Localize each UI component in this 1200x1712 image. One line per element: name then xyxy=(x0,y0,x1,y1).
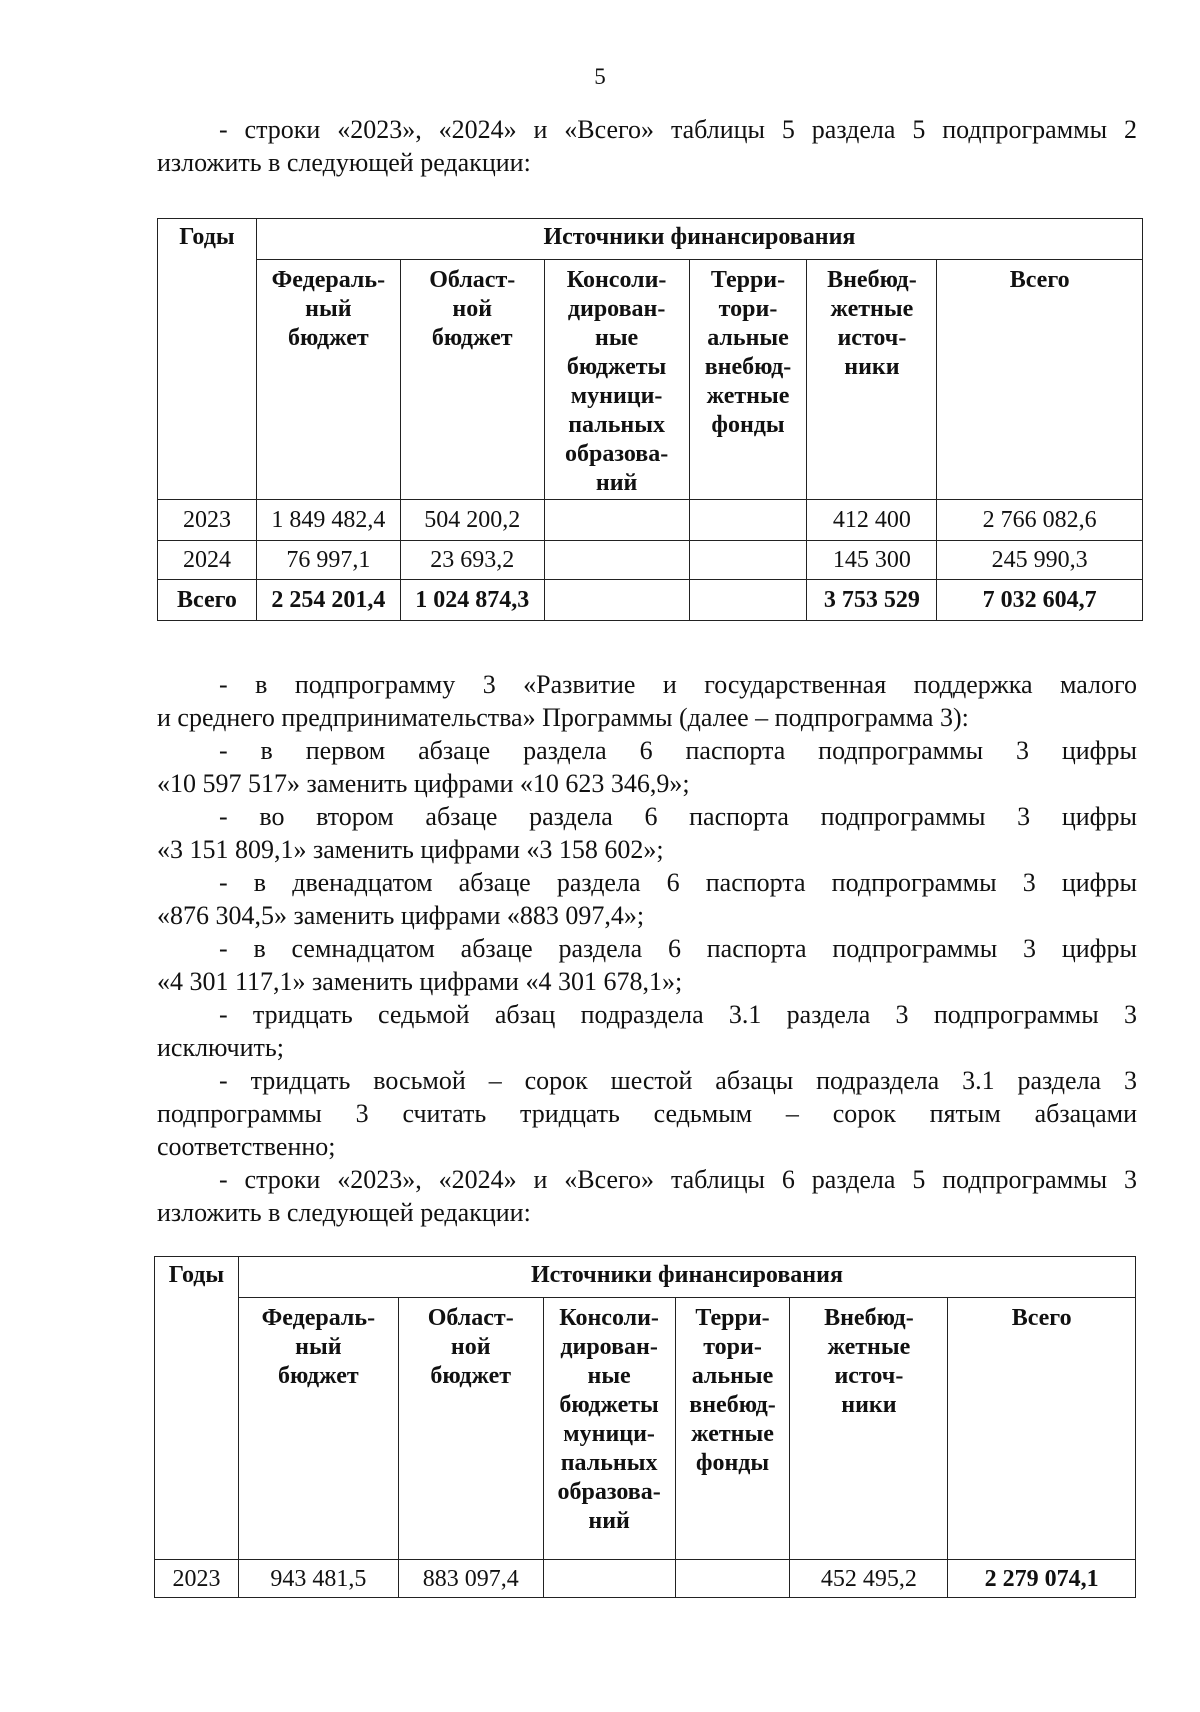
table-row xyxy=(158,580,1143,621)
column-header xyxy=(675,1298,790,1560)
table-row xyxy=(158,541,1143,580)
text-line: - в семнадцатом абзаце раздела 6 паспорта подпрограммы 3 цифры xyxy=(219,934,1137,963)
column-header-line: дирован- xyxy=(560,1334,658,1360)
page-number: 5 xyxy=(594,64,606,89)
cell-year: 2023 xyxy=(158,500,257,541)
column-header-line: бюджеты xyxy=(559,1392,659,1418)
column-header-line: ный xyxy=(305,296,352,322)
cell-regional: 883 097,4 xyxy=(398,1560,543,1598)
column-header-line: ный xyxy=(295,1334,342,1360)
column-header-line: ники xyxy=(844,354,900,380)
column-header-line: источ- xyxy=(837,325,907,351)
funding-table-2 xyxy=(154,1256,1136,1598)
cell-municipal xyxy=(544,541,689,580)
cell-year: Всего xyxy=(158,580,257,621)
text-line: соответственно; xyxy=(157,1132,336,1161)
cell-federal: 76 997,1 xyxy=(256,541,400,580)
column-header-line: альные xyxy=(707,325,789,351)
column-header-line: Терри- xyxy=(695,1305,770,1331)
cell-regional: 1 024 874,3 xyxy=(400,580,544,621)
text-line: - в подпрограмму 3 «Развитие и государственная поддержка малого xyxy=(219,670,1137,699)
column-header-line: муници- xyxy=(570,383,663,409)
column-header-line: Консоли- xyxy=(559,1305,659,1331)
column-header-line: пальных xyxy=(568,412,665,438)
text-line: изложить в следующей редакции: xyxy=(157,1198,531,1227)
column-header-line: Внебюд- xyxy=(824,1305,914,1331)
sources-header: Источники финансирования xyxy=(256,219,1142,260)
intro-paragraph-1 xyxy=(157,113,1137,179)
cell-total: 245 990,3 xyxy=(937,541,1143,580)
cell-total: 7 032 604,7 xyxy=(937,580,1143,621)
column-header-line: Федераль- xyxy=(261,1305,376,1331)
column-header-line: бюджет xyxy=(431,325,513,351)
column-header-line: тори- xyxy=(718,296,778,322)
column-header-line: ной xyxy=(450,1334,491,1360)
cell-regional: 504 200,2 xyxy=(400,500,544,541)
column-header-line: ной xyxy=(452,296,493,322)
column-header-line: образова- xyxy=(564,441,669,467)
column-header-line: Всего xyxy=(1009,267,1070,293)
column-header xyxy=(689,260,807,500)
table-row xyxy=(155,1560,1136,1598)
cell-territorial xyxy=(689,541,807,580)
column-header xyxy=(948,1298,1136,1560)
column-header-line: ники xyxy=(841,1392,897,1418)
cell-federal: 2 254 201,4 xyxy=(256,580,400,621)
cell-territorial xyxy=(675,1560,790,1598)
column-header-line: тори- xyxy=(703,1334,762,1360)
text-line: исключить; xyxy=(157,1033,284,1062)
column-header-line: ний xyxy=(588,1508,630,1534)
column-header xyxy=(543,1298,675,1560)
cell-regional: 23 693,2 xyxy=(400,541,544,580)
cell-extra: 412 400 xyxy=(807,500,937,541)
column-header-line: источ- xyxy=(834,1363,904,1389)
text-line: - во втором абзаце раздела 6 паспорта подпрограммы 3 цифры xyxy=(219,802,1137,831)
column-header-line: дирован- xyxy=(567,296,666,322)
column-header-line: пальных xyxy=(560,1450,658,1476)
column-header-line: Област- xyxy=(429,267,516,293)
column-header-line: Внебюд- xyxy=(827,267,917,293)
text-line: и среднего предпринимательства» Программы (далее – подпрограмма 3): xyxy=(157,703,969,732)
table-row xyxy=(158,500,1143,541)
column-header-line: бюджет xyxy=(288,325,369,351)
funding-table-1 xyxy=(157,218,1143,621)
column-header-line: образова- xyxy=(557,1479,661,1505)
column-header-line: внебюд- xyxy=(704,354,792,380)
text-line: «876 304,5» заменить цифрами «883 097,4»; xyxy=(157,901,645,930)
cell-territorial xyxy=(689,580,807,621)
column-header-line: внебюд- xyxy=(689,1392,776,1418)
column-header-line: бюджеты xyxy=(566,354,667,380)
cell-year: 2023 xyxy=(155,1560,239,1598)
cell-municipal xyxy=(543,1560,675,1598)
cell-total: 2 766 082,6 xyxy=(937,500,1143,541)
column-header-line: Консоли- xyxy=(566,267,667,293)
column-header xyxy=(937,260,1143,500)
column-header-line: ные xyxy=(594,325,639,351)
sources-header: Источники финансирования xyxy=(238,1257,1135,1298)
column-header-line: жетные xyxy=(706,383,790,409)
amendments-paragraph xyxy=(157,668,1137,1229)
column-header-line: Всего xyxy=(1011,1305,1072,1331)
column-header-row xyxy=(155,1298,1136,1560)
text-line: - тридцать восьмой – сорок шестой абзацы подраздела 3.1 раздела 3 xyxy=(219,1066,1137,1095)
column-header-line: Терри- xyxy=(710,267,786,293)
column-header xyxy=(398,1298,543,1560)
text-line: «4 301 117,1» заменить цифрами «4 301 678,1»; xyxy=(157,967,683,996)
column-header-line: жетные xyxy=(691,1421,774,1447)
text-line: - строки «2023», «2024» и «Всего» таблицы 6 раздела 5 подпрограммы 3 xyxy=(219,1165,1137,1194)
column-header xyxy=(238,1298,398,1560)
column-header-line: бюджет xyxy=(430,1363,512,1389)
text-line: «3 151 809,1» заменить цифрами «3 158 602»; xyxy=(157,835,664,864)
cell-total: 2 279 074,1 xyxy=(948,1560,1136,1598)
column-header-line: жетные xyxy=(830,296,914,322)
cell-federal: 943 481,5 xyxy=(238,1560,398,1598)
column-header-line: бюджет xyxy=(278,1363,359,1389)
column-header xyxy=(256,260,400,500)
text-line: изложить в следующей редакции: xyxy=(157,148,531,177)
column-header-line: ний xyxy=(595,470,638,496)
text-line: подпрограммы 3 считать тридцать седьмым – сорок пятым абзацами xyxy=(157,1099,1137,1128)
column-header xyxy=(807,260,937,500)
cell-year: 2024 xyxy=(158,541,257,580)
text-line: - строки «2023», «2024» и «Всего» таблицы 5 раздела 5 подпрограммы 2 xyxy=(219,115,1137,144)
column-header xyxy=(544,260,689,500)
cell-territorial xyxy=(689,500,807,541)
column-header xyxy=(400,260,544,500)
text-line: - тридцать седьмой абзац подраздела 3.1 раздела 3 подпрограммы 3 xyxy=(219,1000,1137,1029)
column-header-line: ные xyxy=(587,1363,631,1389)
column-header-line: альные xyxy=(691,1363,774,1389)
text-line: - в двенадцатом абзаце раздела 6 паспорта подпрограммы 3 цифры xyxy=(219,868,1137,897)
cell-extra: 145 300 xyxy=(807,541,937,580)
cell-municipal xyxy=(544,500,689,541)
column-header-line: муници- xyxy=(563,1421,655,1447)
column-header-line: жетные xyxy=(827,1334,911,1360)
cell-federal: 1 849 482,4 xyxy=(256,500,400,541)
column-header-row xyxy=(158,260,1143,500)
years-header: Годы xyxy=(155,1257,239,1560)
years-header: Годы xyxy=(158,219,257,500)
column-header xyxy=(790,1298,948,1560)
cell-extra: 452 495,2 xyxy=(790,1560,948,1598)
column-header-line: фонды xyxy=(711,412,785,438)
column-header-line: Федераль- xyxy=(271,267,386,293)
cell-extra: 3 753 529 xyxy=(807,580,937,621)
column-header-line: Област- xyxy=(427,1305,514,1331)
text-line: - в первом абзаце раздела 6 паспорта подпрограммы 3 цифры xyxy=(219,736,1137,765)
text-line: «10 597 517» заменить цифрами «10 623 346,9»; xyxy=(157,769,690,798)
cell-municipal xyxy=(544,580,689,621)
column-header-line: фонды xyxy=(695,1450,770,1476)
